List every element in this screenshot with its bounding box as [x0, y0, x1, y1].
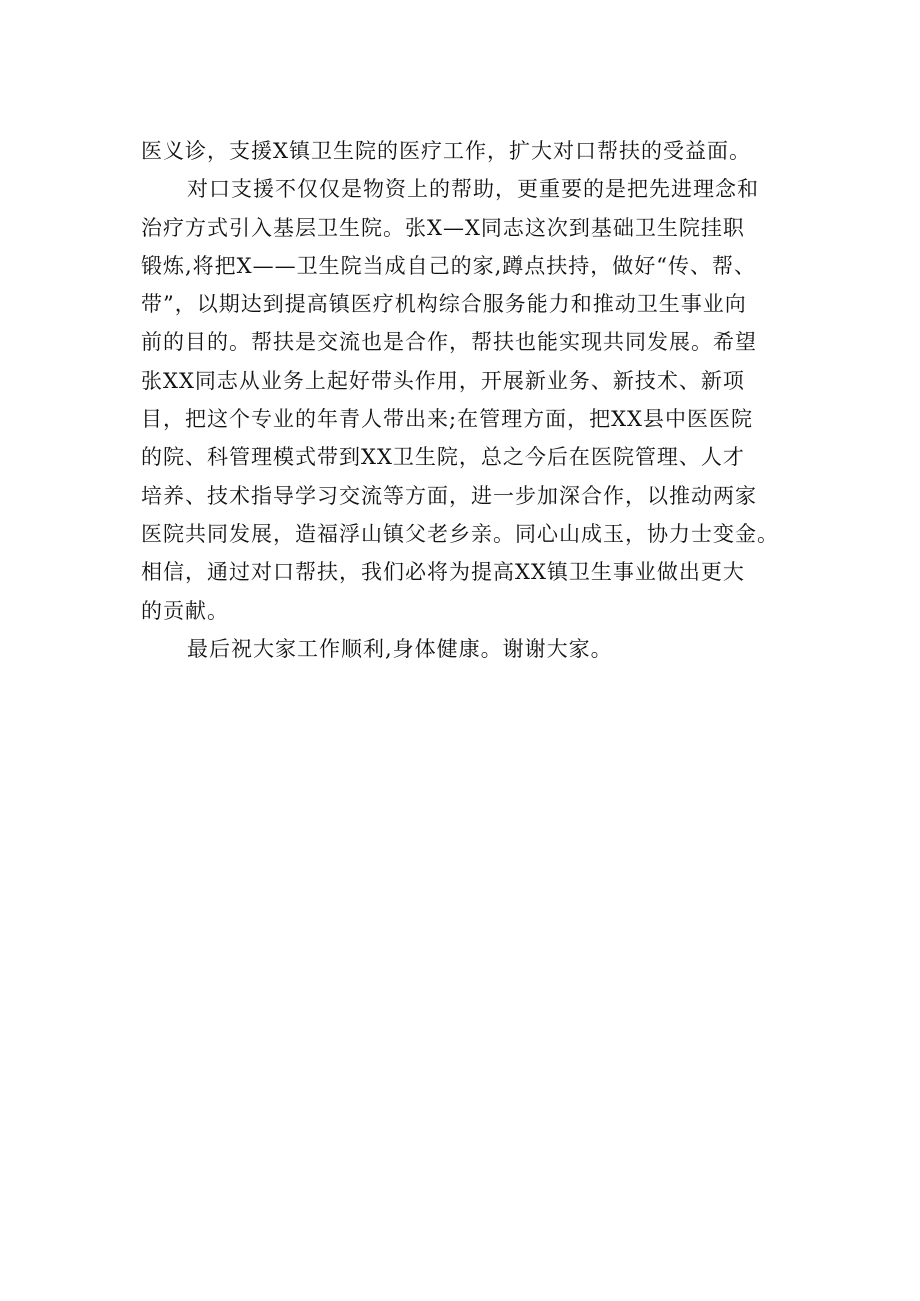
text-line: 医义诊，支援X镇卫生院的医疗工作，扩大对口帮扶的受益面。	[141, 139, 751, 163]
text-line: 的贡献。	[141, 598, 229, 623]
closing-line: 最后祝大家工作顺利,身体健康。谢谢大家。	[187, 636, 613, 661]
text-line: 的院、科管理模式带到XX卫生院，总之今后在医院管理、人才	[141, 445, 745, 470]
text-line: 锻炼,将把X——卫生院当成自己的家,蹲点扶持，做好“传、帮、	[141, 253, 757, 278]
text-line: 前的目的。帮扶是交流也是合作，帮扶也能实现共同发展。希望	[141, 330, 757, 355]
text-line: 相信，通过对口帮扶，我们必将为提高XX镇卫生事业做出更大	[141, 560, 745, 585]
text-line: 治疗方式引入基层卫生院。张X—X同志这次到基础卫生院挂职	[141, 215, 745, 240]
text-line: 带”，以期达到提高镇医疗机构综合服务能力和推动卫生事业向	[141, 292, 747, 317]
text-line: 培养、技术指导学习交流等方面，进一步加深合作，以推动两家	[141, 483, 757, 508]
text-line: 医院共同发展，造福浮山镇父老乡亲。同心山成玉，协力士变金。	[141, 521, 779, 546]
document-body	[141, 132, 801, 668]
paragraph-start-line: 对口支援不仅仅是物资上的帮助，更重要的是把先进理念和	[187, 177, 759, 202]
text-line: 目，把这个专业的年青人带出来;在管理方面，把XX县中医医院	[141, 407, 753, 432]
text-line: 张XX同志从业务上起好带头作用，开展新业务、新技术、新项	[141, 368, 745, 393]
